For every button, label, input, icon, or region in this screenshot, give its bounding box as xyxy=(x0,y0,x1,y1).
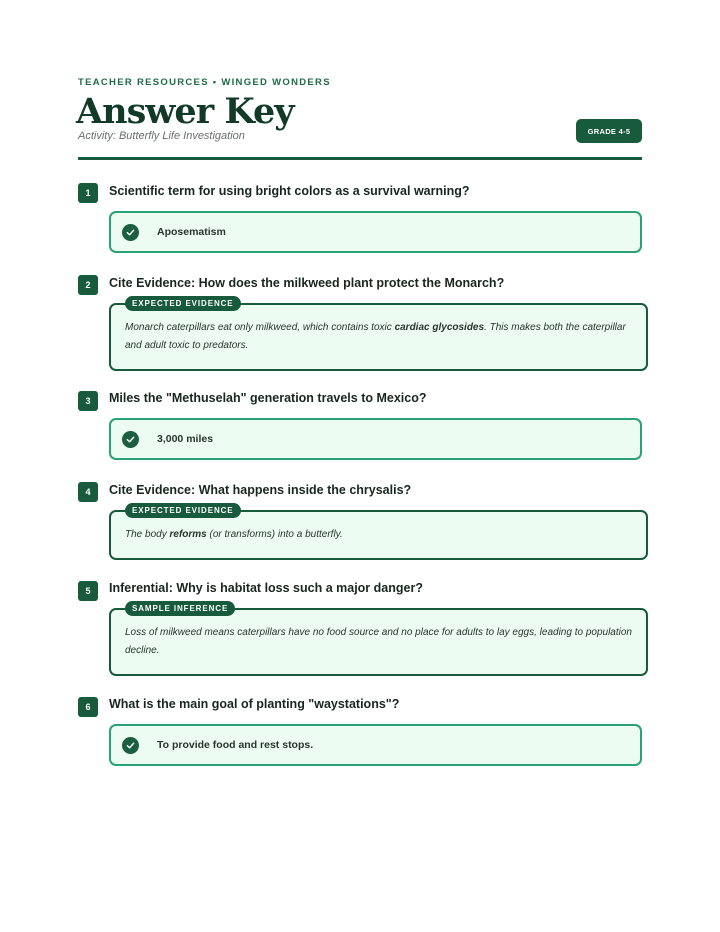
question-text: Scientific term for using bright colors as a survival warning? xyxy=(109,184,470,198)
question-text: Miles the "Methuselah" generation travels to Mexico? xyxy=(109,391,427,405)
answer-text: Aposematism xyxy=(157,226,226,238)
page-title: Answer Key xyxy=(76,91,294,132)
check-circle-icon xyxy=(122,431,139,448)
header-divider xyxy=(78,157,642,160)
inference-tag: SAMPLE INFERENCE xyxy=(125,601,235,616)
question-text: Inferential: Why is habitat loss such a major danger? xyxy=(109,581,423,595)
answer-box xyxy=(109,211,642,253)
question-number: 3 xyxy=(78,391,98,411)
question-text: What is the main goal of planting "waystations"? xyxy=(109,697,400,711)
evidence-key-term: cardiac glycosides xyxy=(394,322,485,333)
question-text: Cite Evidence: What happens inside the chrysalis? xyxy=(109,483,412,497)
answer-text: To provide food and rest stops. xyxy=(157,739,314,751)
question-number: 1 xyxy=(78,183,98,203)
evidence-box xyxy=(109,608,648,676)
grade-badge: GRADE 4-5 xyxy=(576,119,642,143)
evidence-tag: EXPECTED EVIDENCE xyxy=(125,296,241,311)
answer-text: 3,000 miles xyxy=(157,433,214,445)
evidence-text: The body xyxy=(125,529,170,540)
question-number: 5 xyxy=(78,581,98,601)
question-number: 6 xyxy=(78,697,98,717)
evidence-box xyxy=(109,303,648,371)
eyebrow-label: TEACHER RESOURCES • WINGED WONDERS xyxy=(78,77,331,88)
evidence-tag: EXPECTED EVIDENCE xyxy=(125,503,241,518)
evidence-text-end: (or transforms) into a butterfly. xyxy=(206,529,343,540)
evidence-text: Loss of milkweed means caterpillars have no food source and no place for adults to lay eggs, leading to population decline. xyxy=(125,627,632,656)
check-circle-icon xyxy=(122,737,139,754)
answer-box xyxy=(109,418,642,460)
question-number: 2 xyxy=(78,275,98,295)
evidence-text-end: . This makes both the caterpillar and adult toxic to predators. xyxy=(125,322,626,351)
question-number: 4 xyxy=(78,482,98,502)
evidence-key-term: reforms xyxy=(169,529,207,540)
answer-box xyxy=(109,724,642,766)
question-text: Cite Evidence: How does the milkweed plant protect the Monarch? xyxy=(109,276,505,290)
check-circle-icon xyxy=(122,224,139,241)
evidence-text: Monarch caterpillars eat only milkweed, which contains toxic xyxy=(125,322,395,333)
activity-subtitle: Activity: Butterfly Life Investigation xyxy=(78,130,245,142)
